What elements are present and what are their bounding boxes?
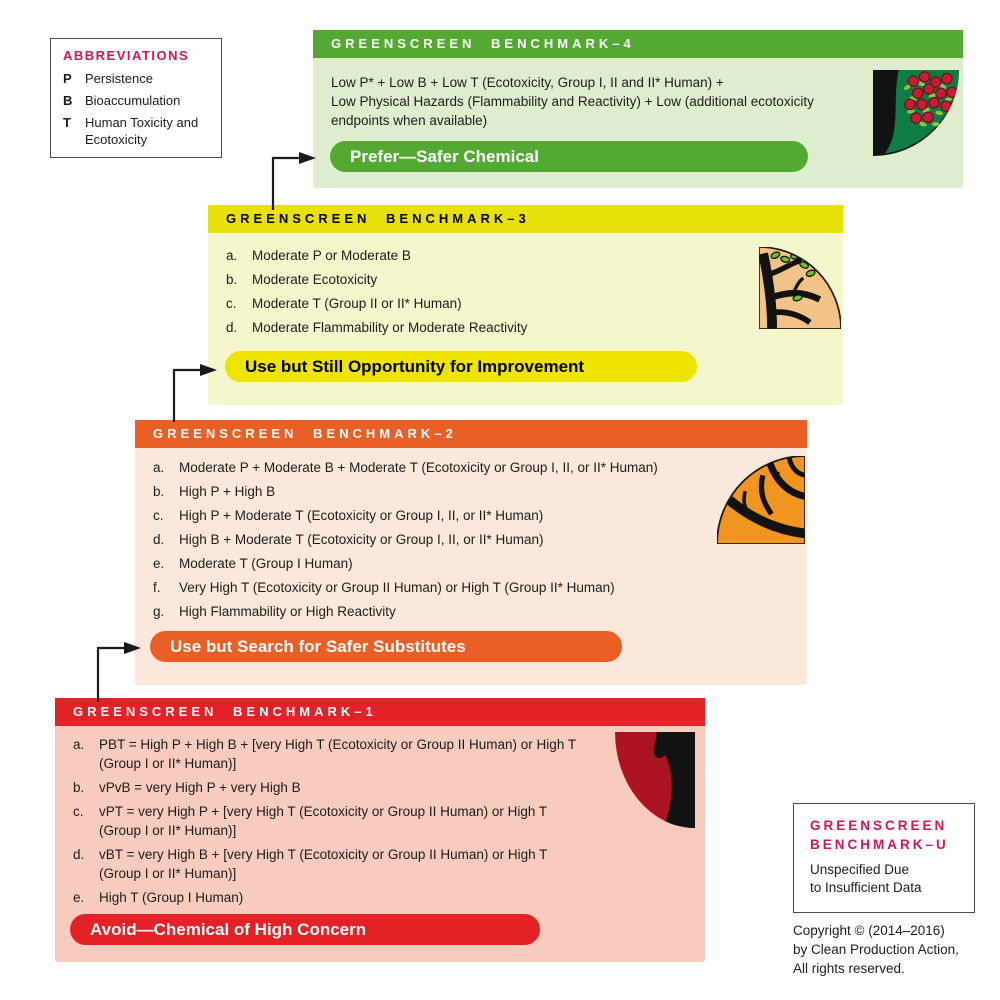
dead-tree-quarter-icon — [615, 732, 695, 828]
item-letter: c. — [226, 296, 237, 311]
list-item — [73, 845, 705, 883]
abbreviation-label: Persistence — [85, 71, 153, 86]
item-letter: b. — [73, 780, 85, 795]
arrow-benchmark3-to-benchmark4 — [262, 148, 322, 212]
item-text: High B + Moderate T (Ecotoxicity or Group I, II, or II* Human) — [179, 532, 544, 547]
item-text: Moderate Ecotoxicity — [252, 272, 378, 287]
benchmark-3-criteria-list — [208, 246, 843, 338]
benchmark-u-box — [793, 803, 975, 913]
item-text: vPT = very High P + [very High T (Ecotoxicity or Group II Human) or High T (Group I or II* Human)] — [99, 804, 547, 838]
list-item — [153, 506, 807, 526]
abbreviation-label: Bioaccumulation — [85, 93, 181, 108]
leafy-tree-quarter-icon — [759, 247, 841, 329]
item-letter: e. — [153, 556, 165, 571]
list-item — [153, 554, 807, 574]
item-text: High P + High B — [179, 484, 276, 499]
item-letter: a. — [226, 248, 238, 263]
item-text: Very High T (Ecotoxicity or Group II Human) or High T (Group II* Human) — [179, 580, 615, 595]
benchmark-u-title: GREENSCREEN BENCHMARK–U — [810, 818, 949, 852]
list-item — [153, 482, 807, 502]
benchmark-1-title: GREENSCREEN BENCHMARK–1 — [73, 704, 377, 719]
benchmark-2-panel — [135, 420, 807, 685]
benchmark-1-criteria-list — [55, 735, 705, 907]
benchmark-1-header — [55, 698, 705, 726]
list-item — [73, 735, 705, 773]
benchmark-1-panel — [55, 698, 705, 962]
item-letter: g. — [153, 604, 165, 619]
item-text: High Flammability or High Reactivity — [179, 604, 396, 619]
item-letter: a. — [73, 737, 85, 752]
abbreviations-title: ABBREVIATIONS — [63, 48, 190, 63]
list-item — [73, 778, 705, 797]
benchmark-3-panel — [208, 205, 843, 405]
item-text: High T (Group I Human) — [99, 890, 244, 905]
item-letter: c. — [73, 804, 84, 819]
list-item — [226, 270, 843, 290]
benchmark-4-pill — [330, 141, 808, 172]
abbreviation-entry — [63, 70, 209, 87]
abbreviations-box — [50, 38, 222, 158]
list-item — [153, 578, 807, 598]
benchmark-2-title: GREENSCREEN BENCHMARK–2 — [153, 426, 457, 441]
item-letter: d. — [73, 847, 85, 862]
abbreviation-entry — [63, 114, 209, 148]
item-letter: f. — [153, 580, 161, 595]
benchmark-3-pill — [225, 351, 697, 382]
item-text: vPvB = very High P + very High B — [99, 780, 301, 795]
item-text: Moderate P or Moderate B — [252, 248, 411, 263]
list-item — [73, 802, 705, 840]
benchmark-4-description: Low P* + Low B + Low T (Ecotoxicity, Group I, II and II* Human) + Low Physical Hazards (Flammability and Reactivity) + Low (additional ecotoxicity endpoints when available) — [331, 75, 814, 128]
arrow-benchmark2-to-benchmark3 — [163, 360, 223, 424]
item-letter: e. — [73, 890, 85, 905]
item-text: Moderate T (Group I Human) — [179, 556, 353, 571]
benchmark-2-criteria-list — [135, 458, 807, 622]
item-text: High P + Moderate T (Ecotoxicity or Group I, II, or II* Human) — [179, 508, 544, 523]
benchmark-3-title: GREENSCREEN BENCHMARK–3 — [226, 211, 530, 226]
benchmark-u-subtitle: Unspecified Due to Insufficient Data — [810, 862, 922, 895]
item-letter: a. — [153, 460, 165, 475]
list-item — [226, 246, 843, 266]
list-item — [73, 888, 705, 907]
abbreviation-key: P — [63, 71, 72, 86]
list-item — [153, 602, 807, 622]
benchmark-2-header — [135, 420, 807, 448]
abbreviation-key: B — [63, 93, 73, 108]
bare-branches-quarter-icon — [717, 456, 805, 544]
benchmark-2-pill — [150, 631, 622, 662]
list-item — [153, 458, 807, 478]
item-text: Moderate T (Group II or II* Human) — [252, 296, 462, 311]
item-letter: b. — [226, 272, 238, 287]
item-letter: d. — [153, 532, 165, 547]
benchmark-4-title: GREENSCREEN BENCHMARK–4 — [331, 36, 635, 51]
benchmark-4-header — [313, 30, 963, 58]
item-text: vBT = very High B + [very High T (Ecotoxicity or Group II Human) or High T (Group I or II* Human)] — [99, 847, 548, 881]
benchmark-1-pill — [70, 914, 540, 945]
abbreviation-entry — [63, 92, 209, 109]
list-item — [226, 318, 843, 338]
fruit-tree-quarter-icon — [873, 70, 959, 156]
benchmark-4-panel — [313, 30, 963, 188]
pill-label: Avoid—Chemical of High Concern — [90, 920, 367, 939]
item-text: Moderate P + Moderate B + Moderate T (Ecotoxicity or Group I, II, or II* Human) — [179, 460, 658, 475]
item-letter: c. — [153, 508, 164, 523]
arrow-benchmark1-to-benchmark2 — [87, 638, 147, 704]
copyright-notice: Copyright © (2014–2016) by Clean Production Action, All rights reserved. — [793, 923, 959, 976]
item-text: Moderate Flammability or Moderate Reactivity — [252, 320, 528, 335]
pill-label: Use but Still Opportunity for Improvement — [245, 357, 585, 376]
item-letter: b. — [153, 484, 165, 499]
list-item — [153, 530, 807, 550]
abbreviation-key: T — [63, 115, 71, 130]
item-letter: d. — [226, 320, 238, 335]
item-text: PBT = High P + High B + [very High T (Ecotoxicity or Group II Human) or High T (Group I or II* Human)] — [99, 737, 576, 771]
pill-label: Prefer—Safer Chemical — [350, 147, 539, 166]
list-item — [226, 294, 843, 314]
abbreviation-label: Human Toxicity and Ecotoxicity — [85, 115, 199, 147]
pill-label: Use but Search for Safer Substitutes — [170, 637, 466, 656]
